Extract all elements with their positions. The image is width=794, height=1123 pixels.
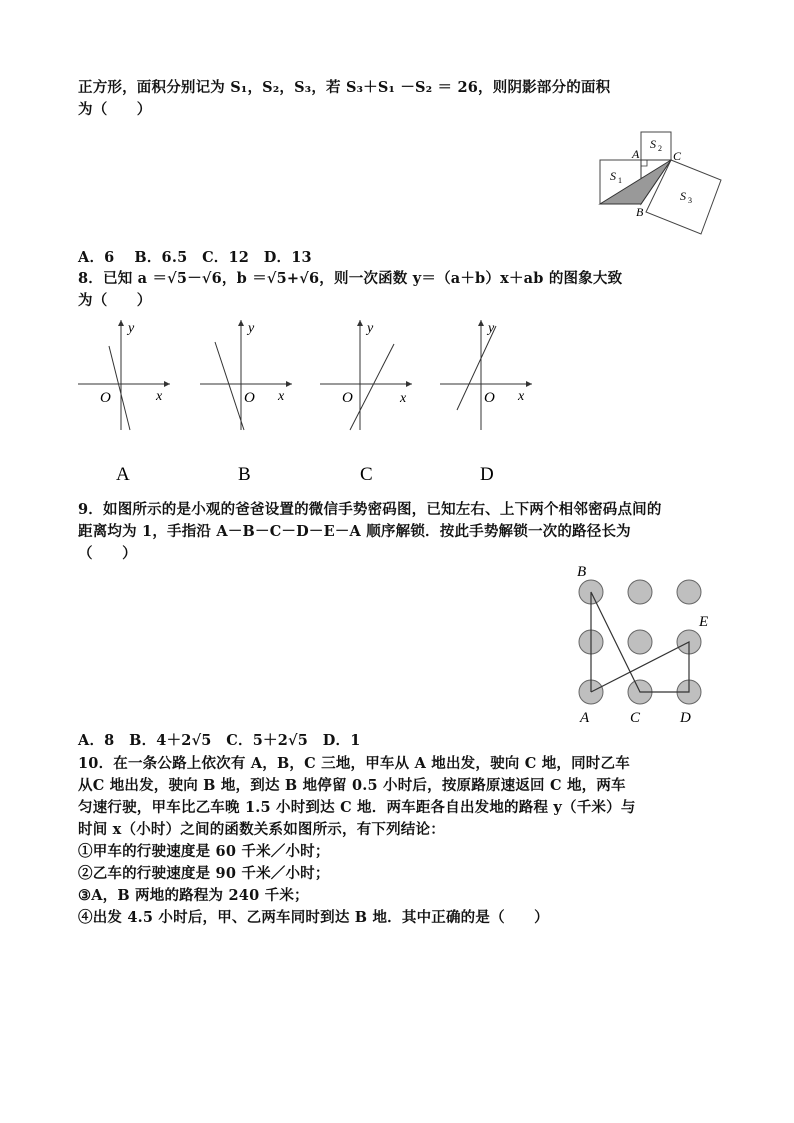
q8-graph-A-line (109, 346, 130, 430)
q8-graph-C (320, 318, 420, 488)
q8-graph-D-letter: D (480, 464, 494, 485)
q8-graph-C-y-label: y (367, 321, 374, 336)
q7-text-line2: 为（ ） (78, 101, 152, 118)
q8-graph-A-letter: A (116, 464, 130, 485)
q10-conclusion-4: ④出发 4.5 小时后，甲、乙两车同时到达 B 地．其中正确的是（ ） (78, 909, 549, 926)
q7-label-S3: S (680, 189, 686, 203)
q8-graph-A-origin: O (100, 390, 111, 406)
q10-text-line3: 匀速行驶，甲车比乙车晚 1.5 小时到达 C 地．两车距各自出发地的路程 y（千米）与 (78, 799, 636, 816)
q8-graph-B-origin: O (244, 390, 255, 406)
q9-label-B: B (577, 564, 587, 580)
q7-label-S1: S (610, 169, 616, 183)
q9-gesture-lock-figure (565, 560, 725, 730)
q8-graph-A-y-label: y (128, 321, 135, 336)
q9-text-line2: 距离均为 1，手指沿 A－B－C－D－E－A 顺序解锁．按此手势解锁一次的路径长为 (78, 523, 631, 540)
q9-text-line1: 9．如图所示的是小观的爸爸设置的微信手势密码图，已知左右、上下两个相邻密码点间的 (78, 501, 662, 518)
q7-label-S3-sub: 3 (688, 196, 692, 205)
q9-label-D: D (680, 710, 691, 726)
q7-squares-figure (596, 128, 756, 238)
q10-conclusion-1: ①甲车的行驶速度是 60 千米／小时； (78, 843, 330, 860)
q8-graph-C-line (350, 344, 394, 430)
q10-text-line2: 从C 地出发，驶向 B 地，到达 B 地停留 0.5 小时后，按原路原速返回 C 地，两车 (78, 777, 626, 794)
q9-label-A: A (580, 710, 590, 726)
q8-graph-C-origin: O (342, 390, 353, 406)
q8-graph-B-x-label: x (278, 389, 285, 404)
q10-text-line4: 时间 x（小时）之间的函数关系如图所示，有下列结论： (78, 821, 445, 838)
q7-label-S2-sub: 2 (658, 144, 662, 153)
q10-conclusion-3: ③A，B 两地的路程为 240 千米； (78, 887, 309, 904)
q8-graph-D-y-label: y (488, 321, 495, 336)
q7-label-C: C (673, 149, 682, 163)
q8-graph-D-origin: O (484, 390, 495, 406)
q7-label-S1-sub: 1 (618, 176, 622, 185)
q9-label-E: E (699, 614, 709, 630)
q9-text-line3: （ ） (78, 545, 137, 562)
q8-graph-D-x-label: x (518, 389, 525, 404)
q8-graph-C-x-label: x (400, 391, 407, 406)
q8-graph-B (200, 318, 300, 488)
q8-text-line2: 为（ ） (78, 292, 152, 309)
q7-options: A．6 B．6.5 C．12 D．13 (78, 249, 312, 266)
q8-graph-C-letter: C (360, 464, 373, 485)
q8-text-line1: 8．已知 a ＝√5－√6，b ＝√5+√6，则一次函数 y＝（a＋b）x＋ab 的图象大致 (78, 270, 623, 287)
q8-graph-D (440, 318, 540, 488)
q10-conclusion-2: ②乙车的行驶速度是 90 千米／小时； (78, 865, 330, 882)
q8-graph-B-letter: B (238, 464, 251, 485)
q10-text-line1: 10．在一条公路上依次有 A，B，C 三地，甲车从 A 地出发，驶向 C 地，同时乙车 (78, 755, 630, 772)
q7-label-A: A (632, 147, 640, 161)
q8-graph-A-x-label: x (156, 389, 163, 404)
q9-options: A．8 B．4＋2√5 C．5＋2√5 D．1 (78, 732, 361, 749)
q7-label-S2: S (650, 137, 656, 151)
q9-label-C: C (630, 710, 641, 726)
q7-text-line1: 正方形，面积分别记为 S₁，S₂，S₃，若 S₃＋S₁ －S₂ ＝ 26，则阴影部分的面积 (78, 79, 611, 96)
q8-graph-A (78, 318, 178, 488)
q8-graph-B-y-label: y (248, 321, 255, 336)
q7-label-B: B (636, 205, 644, 219)
q8-graph-B-line (215, 342, 244, 430)
